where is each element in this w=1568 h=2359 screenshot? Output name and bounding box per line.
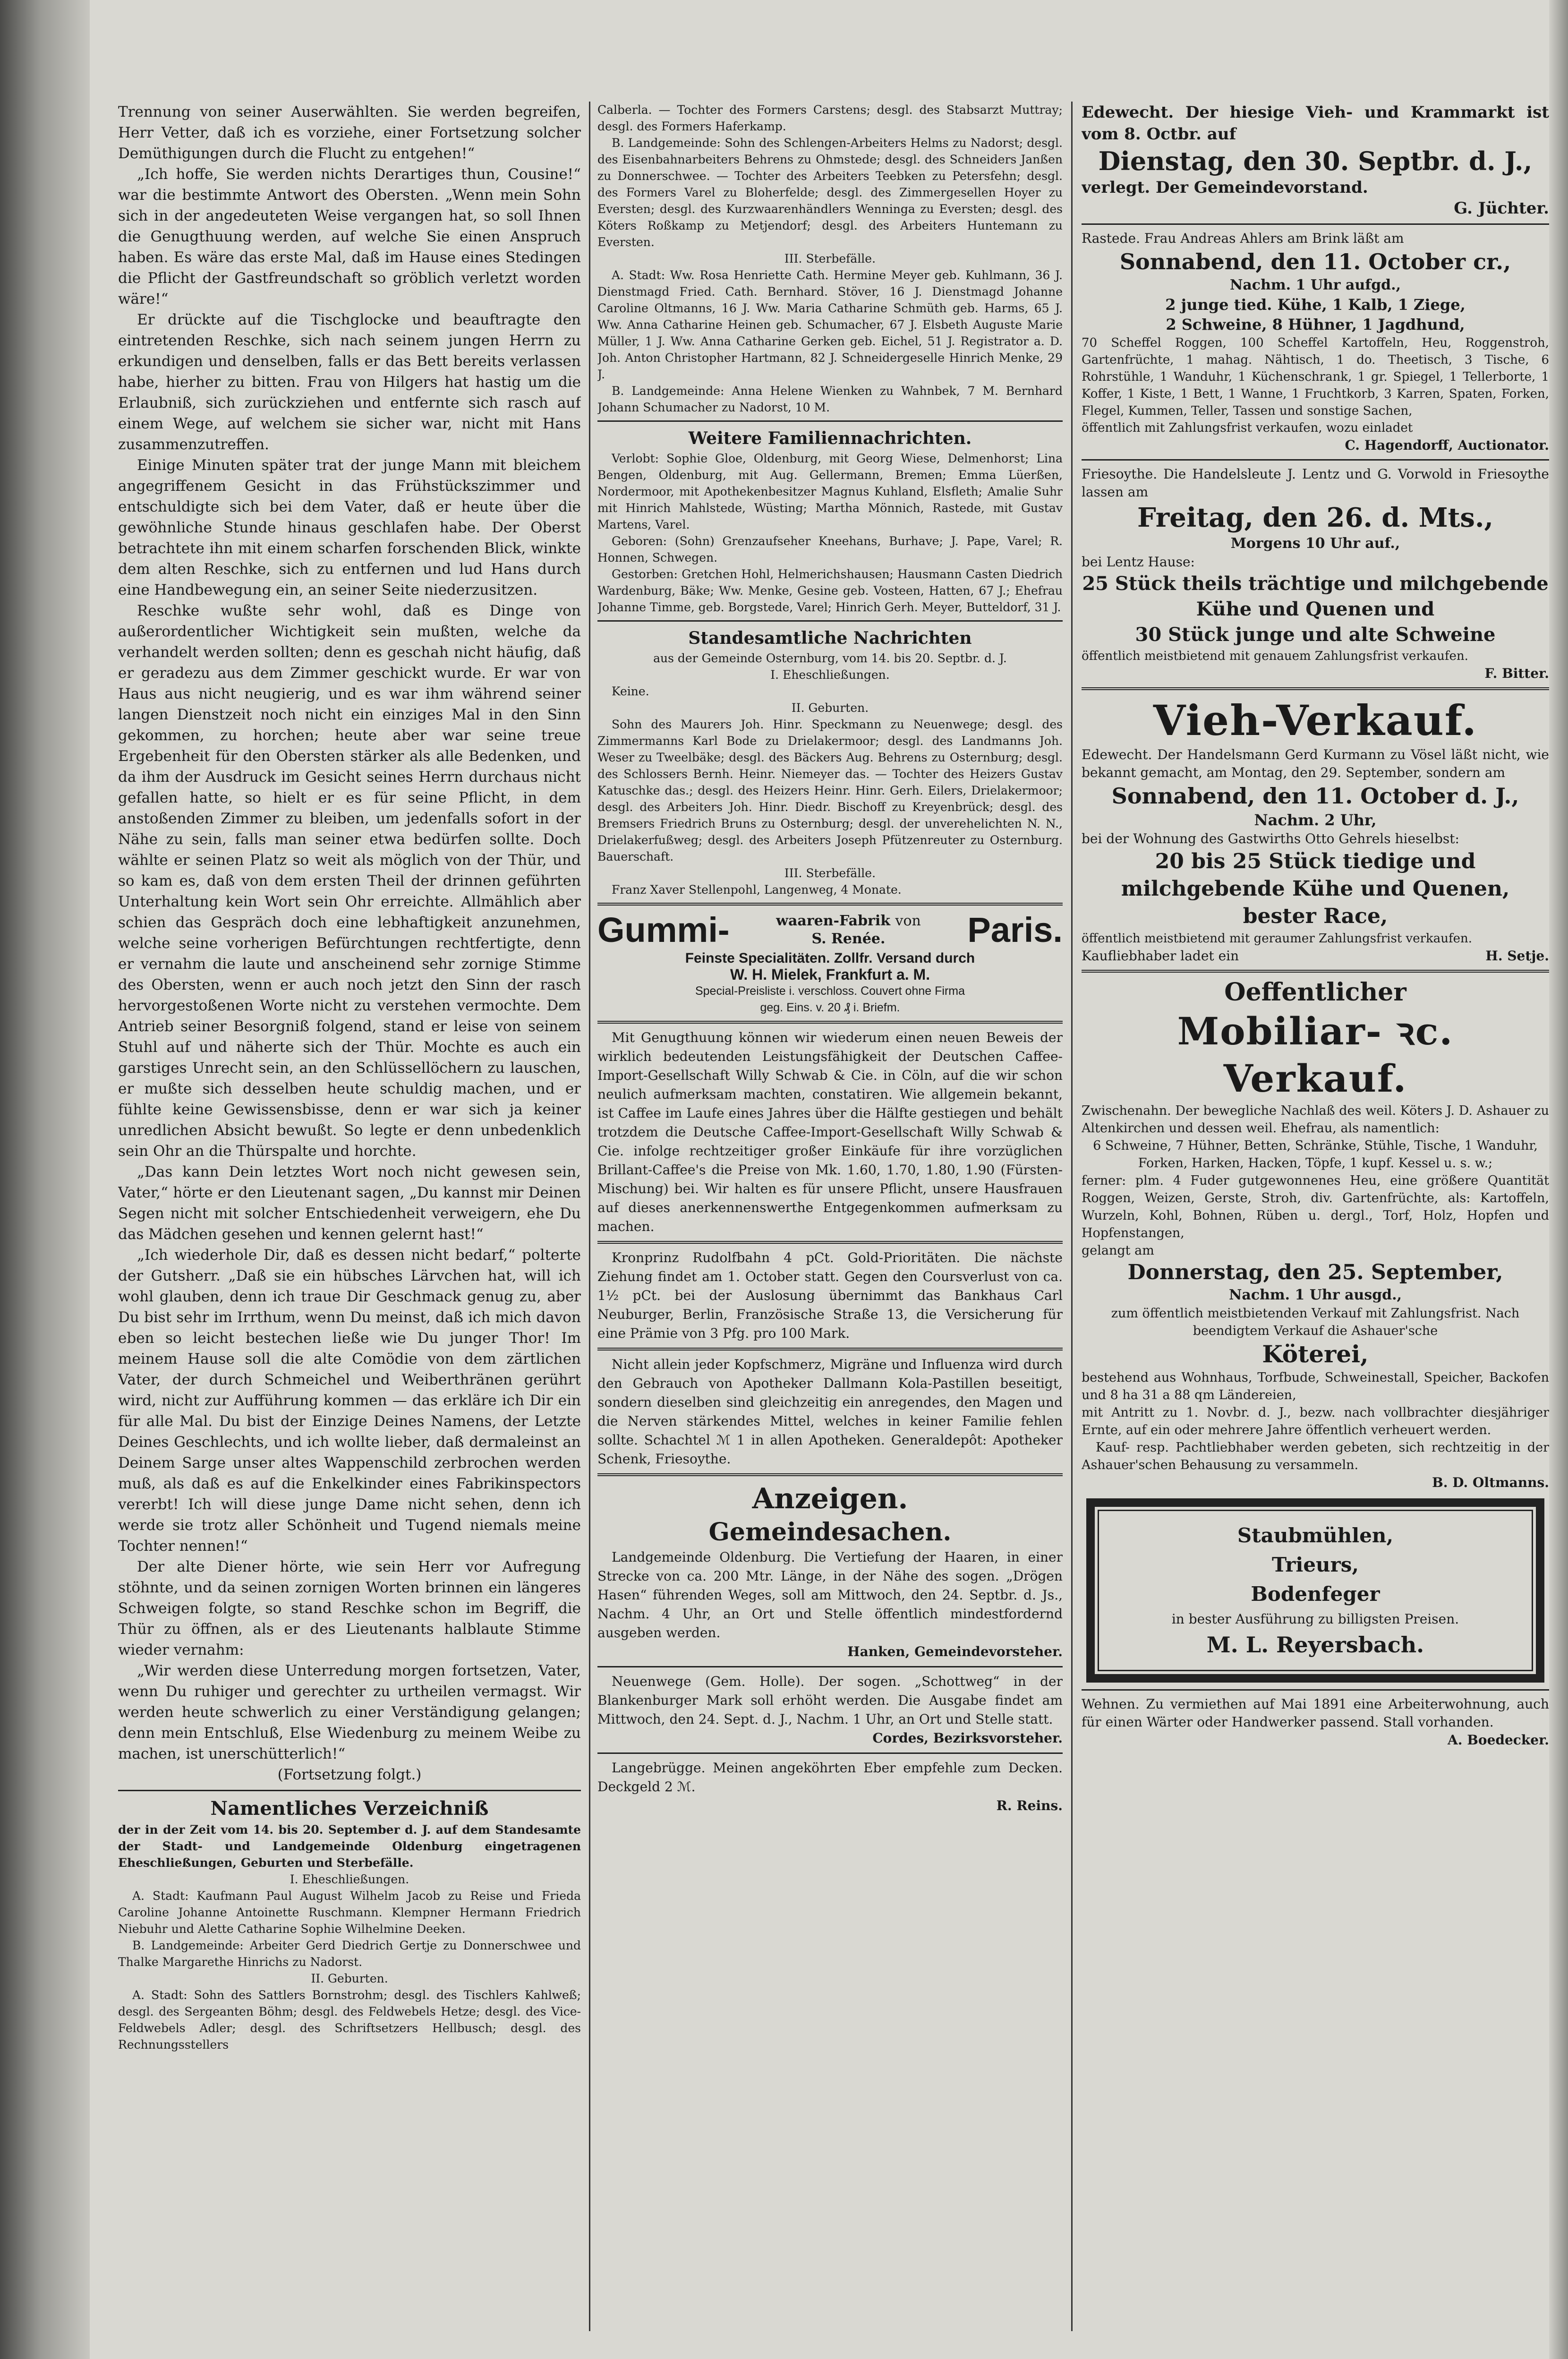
gemeinde-notice: Neuenwege (Gem. Holle). Der sogen. „Schottweg“ in der Blankenburger Mark soll erhöht werden. Die Ausgabe findet am Mittwoch, den 24. Sept. d. J., Nachm. 1 Uhr, an Ort und Stelle statt. [597, 1674, 1063, 1727]
divider [1082, 970, 1549, 973]
reyersbach-line: Staubmühlen, [1237, 1524, 1394, 1547]
divider [597, 620, 1063, 622]
mobiliar-title-1: Oeffentlicher [1224, 978, 1406, 1007]
viehverkauf-invite: Kaufliebhaber ladet ein [1082, 948, 1239, 964]
register-heading: I. Eheschließungen. [290, 1872, 409, 1886]
reyersbach-line: Bodenfeger [1251, 1582, 1380, 1606]
register-heading: II. Geburten. [791, 701, 869, 715]
page-gutter [0, 0, 90, 2359]
edewecht-line: verlegt. Der Gemeindevorstand. [1082, 178, 1368, 197]
friesoythe-signature: F. Bitter. [1484, 666, 1549, 681]
eber-signature: R. Reins. [996, 1798, 1063, 1813]
divider [597, 903, 1063, 906]
family-entry: Gestorben: Gretchen Hohl, Helmerichshausen; Hausmann Casten Diedrich Wardenburg, Bäke; Ww. Menke, Gesine geb. Vosteen, Hatten, 67 J.; Ehefrau Johanne Timme, geb. Borgstede, Varel; Hinrich Gerh. Meyer, Butteldorf, 31 J. [597, 567, 1063, 614]
register-entry: A. Stadt: Kaufmann Paul August Wilhelm Jacob zu Reise und Frieda Caroline Johanne Antoinette Ruschmann. Klempner Hermann Friedrich Niebuhr und Alette Catharine Sophie Wilhelmine Deeken. [118, 1889, 581, 1936]
reyersbach-line: in bester Ausführung zu billigsten Preisen. [1171, 1611, 1459, 1627]
register-intro: der in der Zeit vom 14. bis 20. September d. J. auf dem Standesamte der Stadt- und Landgemeinde Oldenburg eingetragenen Eheschließungen, Geburten und Sterbefälle. [118, 1823, 581, 1870]
divider [597, 1666, 1063, 1667]
gummi-renee: S. Renée. [811, 931, 886, 947]
story-paragraph: „Das kann Dein letztes Wort noch nicht gewesen sein, Vater,“ hörte er den Lieutenant sagen, „Du kannst mir Deinen Segen nicht mit solcher Entschiedenheit verweigern, ehe Du das Mädchen gesehen und kennen gelernt hast!“ [118, 1163, 581, 1243]
rastede-list: 70 Scheffel Roggen, 100 Scheffel Kartoffeln, Heu, Roggenstroh, Gartenfrüchte, 1 mahag. Nähtisch, 1 do. Theetisch, 3 Tische, 6 Rohrstühle, 1 Wanduhr, 1 Küchenschrank, 1 gr. Spiegel, 1 Tellerborte, 1 Koffer, 1 Kiste, 1 Bett, 1 Wanne, 1 Fruchtkorb, 3 Karren, Spaten, Forken, Flegel, Kummen, Teller, Tassen und sonstige Sachen, [1082, 336, 1549, 418]
edewecht-signature: G. Jüchter. [1454, 199, 1549, 218]
register-entry: Keine. [612, 684, 649, 698]
friesoythe-cattle: 25 Stück theils trächtige und milchgebende Kühe und Quenen und [1082, 573, 1549, 620]
story-paragraph: „Wir werden diese Unterredung morgen fortsetzen, Vater, wenn Du ruhiger und gerechter zu urtheilen vermagst. Wir werden heute schwerlich zu einer Verständigung gelangen; denn mein Entschluß, Else Wiedenburg zu meinem Weibe zu machen, ist unerschütterlich!“ [118, 1662, 581, 1762]
gemeindesachen-title: Gemeindesachen. [708, 1518, 952, 1547]
rastede-items: 2 Schweine, 8 Hühner, 1 Jagdhund, [1166, 316, 1465, 333]
reyersbach-name: M. L. Reyersbach. [1206, 1632, 1424, 1658]
viehverkauf-time: Nachm. 2 Uhr, [1254, 811, 1377, 829]
kola-ad: Nicht allein jeder Kopfschmerz, Migräne und Influenza wird durch den Gebrauch von Apotheker Dallmann Kola-Pastillen beseitigt, sondern dieselben sind gleichzeitig ein anregendes, den Magen und die Nerven stärkendes Mittel, welches in keiner Familie fehlen sollte. Schachtel ℳ 1 in allen Apotheken. Generaldepôt: Apotheker Schenk, Friesoythe. [597, 1357, 1063, 1467]
story-paragraph: Er drückte auf die Tischglocke und beauftragte den eintretenden Reschke, sich nach seinem jungen Herrn zu erkundigen und denselben, falls er das Bett bereits verlassen habe, hierher zu bitten. Frau von Hilgers hat hastig um die Erlaubniß, sich zurückziehen und entfernte sich rasch auf einem Wege, auf welchem sie sicher war, nicht mit Hans zusammenzutreffen. [118, 311, 581, 453]
register-heading: III. Sterbefälle. [784, 252, 876, 265]
register-entry: B. Landgemeinde: Anna Helene Wienken zu Wahnbek, 7 M. Bernhard Johann Schumacher zu Nadorst, 10 M. [597, 384, 1063, 414]
friesoythe-line: öffentlich meistbietend mit genauem Zahlungsfrist verkaufen. [1082, 649, 1468, 663]
family-entry: Verlobt: Sophie Gloe, Oldenburg, mit Georg Wiese, Delmenhorst; Lina Bengen, Oldenburg, mit Aug. Gellermann, Bremen; Emma Lüerßen, Nordermoor, mit Apothekenbesitzer Magnus Kuhland, Elsfleth; Amalie Suhr mit Hinrich Mahlstede, Wüsting; Martha Mönnich, Rastede, mit Gustav Martens, Varel. [597, 452, 1063, 531]
rastede-time: Nachm. 1 Uhr aufgd., [1229, 277, 1401, 293]
divider [1082, 223, 1549, 225]
friesoythe-date: Freitag, den 26. d. Mts., [1137, 502, 1493, 533]
register-entry: Sohn des Maurers Joh. Hinr. Speckmann zu Neuenwege; desgl. des Zimmermanns Karl Bode zu Drielakermoor; desgl. des Landmanns Joh. Weser zu Tweelbäke; desgl. des Bäckers Aug. Behrens zu Osternburg; desgl. des Schlossers Bernh. Heinr. Niemeyer das. — Tochter des Heizers Gustav Katuschke das.; desgl. des Heizers Heinr. Hinr. Gerh. Eilers, Drielakermoor; desgl. des Arbeiters Joh. Hinr. Diedr. Bischoff zu Kreyenbrück; desgl. des Bremsers Friedrich Bruns zu Osternburg; desgl. der unverehelichten N. N., Drielakerfußweg; desgl. des Arbeiters Joseph Pfützenreuter zu Osternburg. Bauerschaft. [597, 718, 1063, 863]
family-entry: Geboren: (Sohn) Grenzaufseher Kneehans, Burhave; J. Pape, Varel; R. Honnen, Schwegen. [597, 534, 1063, 564]
wehnen-signature: A. Boedecker. [1448, 1732, 1549, 1748]
gemeinde-notice: Landgemeinde Oldenburg. Die Vertiefung der Haaren, in einer Strecke von ca. 200 Mtr. Länge, in der Nähe des sogen. „Drögen Hasen“ führenden Weges, soll am Mittwoch, den 24. Septbr. d. Js., Nachm. 4 Uhr, an Ort und Stelle öffentlich mindestfordernd ausgeben werden. [597, 1549, 1063, 1641]
register-entry: Calberla. — Tochter des Formers Carstens; desgl. des Stabsarzt Muttray; desgl. des Formers Haferkamp. [597, 103, 1063, 133]
register-entry: B. Landgemeinde: Sohn des Schlengen-Arbeiters Helms zu Nadorst; desgl. des Eisenbahnarbeiters Behrens zu Ohmstede; desgl. des Schneiders Janßen zu Donnerschwee. — Tochter des Arbeiters Teebken zu Petersfehn; desgl. des Formers Varel zu Bloherfelde; desgl. des Zimmergesellen Hoyer zu Eversten; desgl. des Kurzwaarenhändlers Wenninga zu Eversten; desgl. des Köters Roßkamp zu Metjendorf; desgl. des Arbeiters Huntemann zu Eversten. [597, 136, 1063, 249]
mobiliar-time: Nachm. 1 Uhr ausgd., [1228, 1287, 1402, 1303]
mobiliar-signature: B. D. Oltmanns. [1432, 1475, 1549, 1490]
viehverkauf-notice: Edewecht. Der Handelsmann Gerd Kurmann zu Vösel läßt nicht, wie bekannt gemacht, am Montag, den 29. September, sondern am [1082, 747, 1549, 780]
wehnen-notice: Wehnen. Zu vermiethen auf Mai 1891 eine Arbeiterwohnung, auch für einen Wärter oder Handwerker passend. Stall vorhanden. [1082, 1696, 1549, 1730]
gummi-line: W. H. Mielek, Frankfurt a. M. [730, 966, 930, 983]
rastede-notice: Rastede. Frau Andreas Ahlers am Brink läßt am [1082, 231, 1404, 246]
gemeinde-signature: Hanken, Gemeindevorsteher. [847, 1644, 1063, 1659]
story-paragraph: Trennung von seiner Auserwählten. Sie werden begreifen, Herr Vetter, daß ich es vorziehe, einer Fortsetzung solcher Demüthigungen durch die Flucht zu entgehen!“ [118, 103, 581, 162]
mobiliar-line: zum öffentlich meistbietenden Verkauf mit Zahlungsfrist. Nach beendigtem Verkauf die Ashauer'sche [1111, 1306, 1520, 1338]
gemeinde-signature: Cordes, Bezirksvorsteher. [872, 1730, 1063, 1746]
viehverkauf-date: Sonnabend, den 11. October d. J., [1111, 783, 1519, 809]
divider [1082, 459, 1549, 461]
column-1 [118, 102, 581, 2331]
rastede-signature: C. Hagendorff, Auctionator. [1345, 437, 1549, 453]
divider [597, 1241, 1063, 1244]
friesoythe-place: bei Lentz Hause: [1082, 554, 1195, 570]
viehverkauf-place: bei der Wohnung des Gastwirths Otto Gehrels hieselbst: [1082, 831, 1459, 846]
family-title: Weitere Familiennachrichten. [688, 428, 972, 448]
story-paragraph: „Ich hoffe, Sie werden nichts Derartiges thun, Cousine!“ war die bestimmte Antwort des Obersten. „Wenn mein Sohn sich in der angedeuteten Weise vergangen hat, so soll Ihnen die Genugthuung werden, auf welche Sie einen Anspruch haben. Es wäre das erste Mal, daß im Hause eines Stedingen die Pflicht der Gastfreundschaft so gröblich verletzt worden wäre!“ [118, 166, 581, 308]
viehverkauf-signature: H. Setje. [1485, 948, 1549, 964]
kaffee-ad: Mit Genugthuung können wir wiederum einen neuen Beweis der wirklich bedeutenden Leistungsfähigkeit der Deutschen Caffee-Import-Gesellschaft Willy Schwab & Cie. in Cöln, auf die wir schon neulich aufmerksam machten, constatiren. Wie allgemein bekannt, ist Caffee im Laufe eines Jahres über die Hälfte gestiegen und behält trotzdem die Deutsche Caffee-Import-Gesellschaft Willy Schwab & Cie. infolge rechtzeitiger großer Einkäufe für ihre vorzüglichen Brillant-Caffee's die Preise von Mk. 1.60, 1.70, 1.80, 1.90 (Fürsten-Mischung) bei. Wir halten es für unsere Pflicht, unsere Hausfrauen auf dieses anerkennenswerthe Entgegenkommen aufmerksam zu machen. [597, 1030, 1063, 1234]
kronprinz-ad: Kronprinz Rudolfbahn 4 pCt. Gold-Prioritäten. Die nächste Ziehung findet am 1. October statt. Gegen den Coursverlust von ca. 1½ pCt. bei der Auslosung übernimmt das Bankhaus Carl Neuburger, Berlin, Französische Straße 13, die Versicherung für eine Prämie von 3 Pfg. pro 100 Mark. [597, 1250, 1063, 1341]
story-paragraph: Reschke wußte sehr wohl, daß es Dinge von außerordentlicher Wichtigkeit sein mußten, welche da verhandelt werden sollten; denn es geschah nicht häufig, daß er geradezu aus dem Zimmer geschickt wurde. Er war von Haus aus nicht neugierig, und es war ihm während seiner langen Dienstzeit noch nicht ein einziges Mal in den Sinn gekommen, zu horchen; heute aber war seine treue Ergebenheit für den Obersten stärker als alle Bedenken, und da ihm der Ausdruck im Gesicht seines Herrn durchaus nicht gefallen hatte, so hielt er es für seine Pflicht, in dem anstoßenden Zimmer zu bleiben, um jedenfalls sofort in der Nähe zu sein, falls man seiner etwa bedürfen sollte. Doch wählte er seinen Platz so weit als möglich von der Thür, und so kam es, daß von dem ersten Theil der drinnen geführten Unterhaltung kein Wort sein Ohr erreichte. Allmählich aber schien das Gespräch doch eine lebhaftigkeit anzunehmen, welche seine vorherigen Befürchtungen rechtfertigte, denn er vernahm die laute und anscheinend sehr zornige Stimme des Obersten, wenn er auch noch jetzt den Sinn der rasch hervorgestoßenen Worte nicht zu verstehen vermochte. Dem Antrieb seiner Besorgniß folgend, stand er leise von seinem Stuhl auf und näherte sich der Thür. Mochte es auch ein garstiges Unrecht sein, an den Schlüssellöchern zu lauschen, er mußte sich desselben heute schuldig machen, und er fühlte keine Gewissensbisse, denn er war sich ja keiner unredlichen Absicht bewußt. So legte er denn unbedenklich sein Ohr an die Thürspalte und horchte. [118, 602, 581, 1160]
page-edge [1549, 0, 1568, 2359]
divider [597, 1752, 1063, 1754]
eber-notice: Langebrügge. Meinen angeköhrten Eber empfehle zum Decken. Deckgeld 2 ℳ. [597, 1760, 1063, 1795]
gummi-word: Gummi- [597, 910, 730, 949]
mobiliar-items: 6 Schweine, 7 Hühner, Betten, Schränke, Stühle, Tische, 1 Wanduhr, Forken, Harken, Hacken, Töpfe, 1 kupf. Kessel u. s. w.; [1093, 1138, 1538, 1171]
register-heading: II. Geburten. [311, 1972, 388, 1985]
divider [597, 1473, 1063, 1476]
mobiliar-title-2: Mobiliar- ꝛc. Verkauf. [1177, 1009, 1454, 1101]
gummi-line: geg. Eins. v. 20 ₰ i. Briefm. [760, 1001, 900, 1014]
register-entry: A. Stadt: Sohn des Sattlers Bornstrohm; desgl. des Tischlers Kahlweß; desgl. des Sergeanten Böhm; desgl. des Feldwebels Hetze; desgl. des Vice-Feldwebels Adler; desgl. des Schriftsetzers Hellbusch; desgl. des Rechnungsstellers [118, 1988, 581, 2051]
register-heading: I. Eheschließungen. [770, 668, 890, 682]
register-title: Namentliches Verzeichniß [210, 1797, 489, 1820]
rastede-line: öffentlich mit Zahlungsfrist verkaufen, wozu einladet [1082, 421, 1413, 435]
mobiliar-line: mit Antritt zu 1. Novbr. d. J., bezw. nach vollbrachter diesjähriger Ernte, auf ein oder mehrere Jahre öffentlich verheuert werden. [1082, 1405, 1549, 1437]
story-continued: (Fortsetzung folgt.) [277, 1766, 422, 1783]
gummi-paris: Paris. [967, 910, 1063, 949]
register-entry: Franz Xaver Stellenpohl, Langenweg, 4 Monate. [612, 883, 902, 897]
viehverkauf-cattle: 20 bis 25 Stück tiedige und milchgebende Kühe und Quenen, bester Race, [1121, 849, 1510, 928]
gummi-ad [597, 910, 1063, 950]
gummi-line: Feinste Specialitäten. Zollfr. Versand durch [685, 950, 975, 966]
edewecht-notice: Edewecht. Der hiesige Vieh- und Krammarkt ist vom 8. Octbr. auf [1082, 103, 1549, 144]
reyersbach-line: Trieurs, [1272, 1553, 1359, 1576]
divider [1082, 1689, 1549, 1691]
divider [597, 1021, 1063, 1024]
mobiliar-line: Kauf- resp. Pachtliebhaber werden gebeten, sich rechtzeitig in der Ashauer'schen Behausung zu versammeln. [1082, 1440, 1549, 1472]
osternburg-title: Standesamtliche Nachrichten [688, 628, 972, 648]
story-paragraph: Der alte Diener hörte, wie sein Herr vor Aufregung stöhnte, und da seinen zornigen Worten brinnen ein längeres Schweigen folgte, so stand Reschke schon im Begriff, die Thür zu öffnen, als er des Lieutenants halblaute Stimme wieder vernahm: [118, 1558, 581, 1658]
mobiliar-koeterei: Köterei, [1262, 1340, 1369, 1368]
register-heading: III. Sterbefälle. [784, 866, 876, 880]
divider [597, 1348, 1063, 1350]
column-2 [597, 102, 1063, 2331]
register-entry: A. Stadt: Ww. Rosa Henriette Cath. Hermine Meyer geb. Kuhlmann, 36 J. Dienstmagd Fried. Cath. Bernhard. Stöver, 16 J. Dienstmagd Johanne Caroline Oltmanns, 16 J. Ww. Maria Catharine Schmüth geb. Harms, 65 J. Ww. Anna Catharine Heinen geb. Schumacher, 67 J. Elsbeth Auguste Marie Müller, 1 J. Ww. Anna Catharine Gerken geb. Eichel, 51 J. Registrator a. D. Joh. Anton Christopher Hartmann, 82 J. Schneidergeselle Hinrich Menke, 29 J. [597, 268, 1063, 381]
mobiliar-line: bestehend aus Wohnhaus, Torfbude, Schweinestall, Speicher, Backofen und 8 ha 31 a 88 qm Ländereien, [1082, 1370, 1549, 1402]
divider [1082, 687, 1549, 690]
reyersbach-ad [1086, 1498, 1544, 1683]
osternburg-subtitle: aus der Gemeinde Osternburg, vom 14. bis 20. Septbr. d. J. [653, 651, 1007, 665]
viehverkauf-title: Vieh-Verkauf. [1153, 696, 1478, 745]
rastede-date: Sonnabend, den 11. October cr., [1119, 249, 1511, 274]
viehverkauf-footer [1082, 947, 1549, 965]
mobiliar-date: Donnerstag, den 25. September, [1127, 1260, 1503, 1284]
rastede-items: 2 junge tied. Kühe, 1 Kalb, 1 Ziege, [1165, 296, 1466, 314]
column-rule [589, 102, 590, 2331]
gummi-von: von [895, 913, 921, 929]
column-rule [1071, 102, 1073, 2331]
friesoythe-time: Morgens 10 Uhr auf., [1230, 535, 1400, 552]
gummi-fabrik: waaren-Fabrik [776, 913, 891, 929]
mobiliar-line: gelangt am [1082, 1243, 1154, 1258]
gummi-line: Special-Preisliste i. verschloss. Couvert ohne Firma [695, 984, 965, 998]
column-3 [1082, 102, 1549, 2331]
divider [597, 420, 1063, 422]
anzeigen-title: Anzeigen. [752, 1482, 908, 1515]
edewecht-date: Dienstag, den 30. Septbr. d. J., [1098, 146, 1533, 176]
friesoythe-notice: Friesoythe. Die Handelsleute J. Lentz und G. Vorwold in Friesoythe lassen am [1082, 466, 1549, 500]
viehverkauf-line: öffentlich meistbietend mit geraumer Zahlungsfrist verkaufen. [1082, 932, 1473, 946]
mobiliar-items: ferner: plm. 4 Fuder gutgewonnenes Heu, eine größere Quantität Roggen, Weizen, Gerste, Stroh, div. Gartenfrüchte, als: Kartoffeln, Wurzeln, Kohl, Bohnen, Rüben u. dergl., Torf, Holz, Hopfen und Hopfenstangen, [1082, 1173, 1549, 1240]
story-paragraph: Einige Minuten später trat der junge Mann mit bleichem angegriffenem Gesicht in das Frühstückszimmer und entschuldigte sich bei dem Vater, daß er heute über die gewöhnliche Stunde hinaus geschlafen habe. Der Oberst betrachtete ihn mit einem scharfen forschenden Blick, winkte dem alten Reschke, sich zu entfernen und lud Hans durch eine Handbewegung ein, an seiner Seite niederzusitzen. [118, 457, 581, 598]
register-entry: B. Landgemeinde: Arbeiter Gerd Diedrich Gertje zu Donnerschwee und Thalke Margarethe Hinrichs zu Nadorst. [118, 1939, 581, 1969]
friesoythe-pigs: 30 Stück junge und alte Schweine [1135, 624, 1496, 646]
divider [118, 1790, 581, 1791]
story-paragraph: „Ich wiederhole Dir, daß es dessen nicht bedarf,“ polterte der Gutsherr. „Daß sie ein hübsches Lärvchen hat, will ich wohl glauben, denn ich traue Dir Geschmack genug zu, aber Du bist sehr im Irrthum, wenn Du meinst, daß ich mich davon eben so leicht bestechen ließe wie Du junger Thor! Im meinem Hause soll die alte Comödie von dem zärtlichen Vater, der durch Schmeichel und Weiberthränen gerührt wird, nicht zur Aufführung kommen — das erkläre ich Dir ein für alle Mal. Du bist der Einzige Deines Namens, der Letzte Deines Geschlechts, und ich wollte lieber, daß dermaleinst an Deinem Sarge unser altes Wappenschild zerbrochen werden muß, als daß es auf die Enkelkinder eines Fabrikinspectors vererbt! Ich will diese junge Dame nicht sehen, denn ich werde sie trotz aller Schönheit und Tugend niemals meine Tochter nennen!“ [118, 1247, 581, 1555]
mobiliar-notice: Zwischenahn. Der bewegliche Nachlaß des weil. Köters J. D. Ashauer zu Altenkirchen und dessen weil. Ehefrau, als namentlich: [1082, 1103, 1549, 1136]
